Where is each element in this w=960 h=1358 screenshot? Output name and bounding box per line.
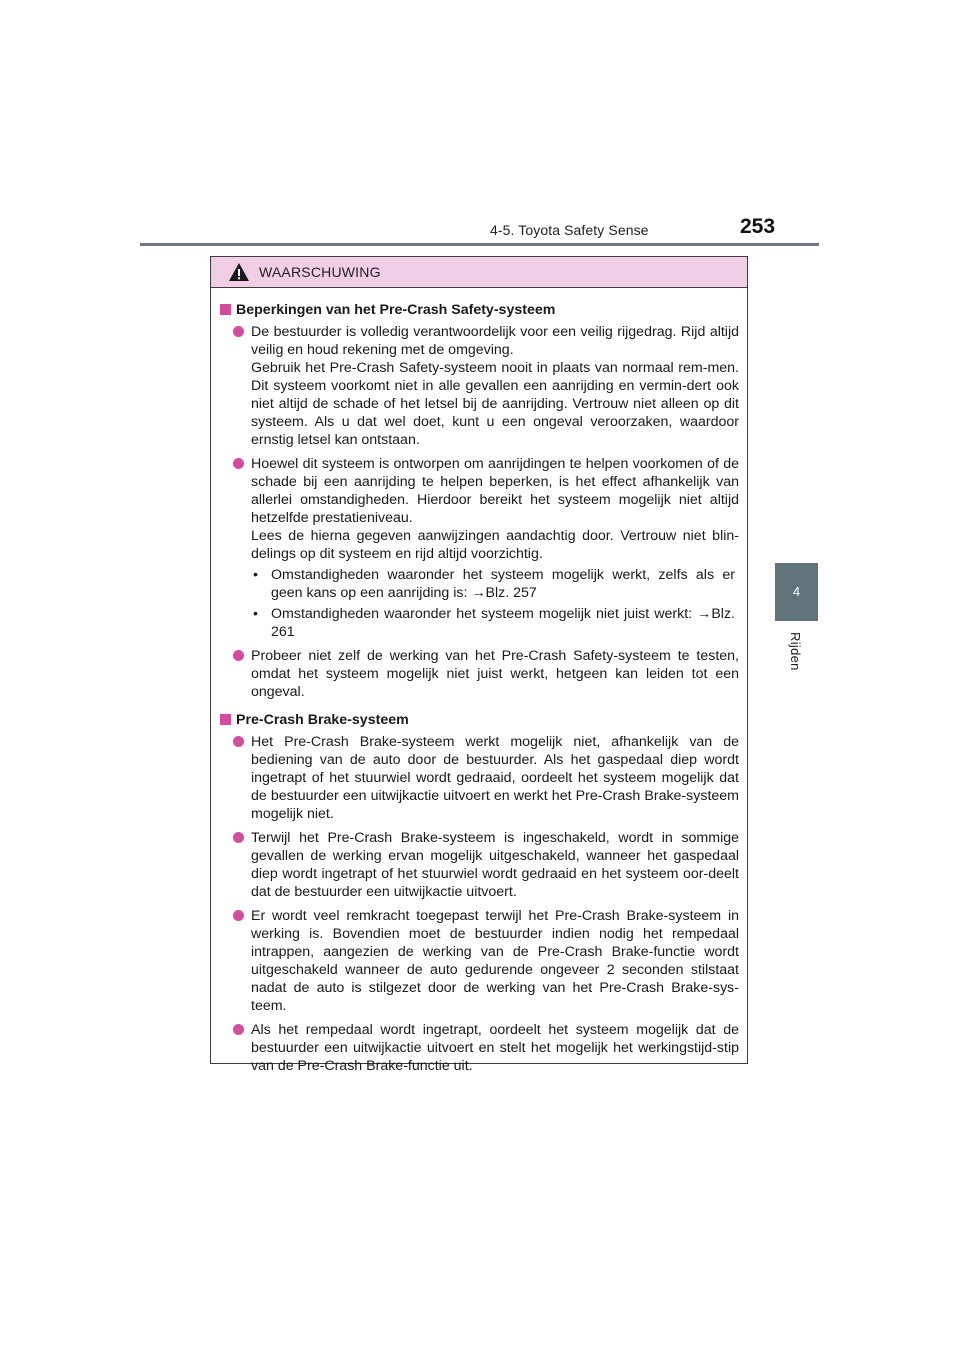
sub-item xyxy=(251,566,739,602)
square-bullet-icon xyxy=(220,714,231,725)
warning-section xyxy=(220,711,739,1075)
list-item xyxy=(220,455,739,641)
paragraph: Lees de hierna gegeven aanwijzingen aandachtig door. Vertrouw niet blin-delings op dit systeem en rijd altijd voorzichtig. xyxy=(251,528,739,562)
paragraph: Terwijl het Pre-Crash Brake-systeem is ingeschakeld, wordt in sommige gevallen de werking ervan mogelijk uitgeschakeld, wanneer het gaspedaal diep wordt ingetrapt of het stuurwiel wordt gedraaid en het systeem oor-deelt dat de bestuurder een uitwijkactie uitvoert. xyxy=(251,830,739,900)
paragraph: Er wordt veel remkracht toegepast terwijl het Pre-Crash Brake-systeem in werking is. Bovendien moet de bestuurder indien nodig het rempedaal intrappen, aangezien de werking van de Pre-Crash Brake-functie wordt uitgeschakeld wanneer de auto gedurende ongeveer 2 seconden stilstaat nadat de auto is stilgezet door de werking van het Pre-Crash Brake-sys-teem. xyxy=(251,908,739,1014)
section-title-text: Pre-Crash Brake-systeem xyxy=(236,712,409,728)
circle-bullet-icon xyxy=(233,910,244,921)
circle-bullet-icon xyxy=(233,458,244,469)
circle-bullet-icon xyxy=(233,736,244,747)
paragraph: Probeer niet zelf de werking van het Pre-Crash Safety-systeem te testen, omdat het systeem mogelijk niet juist werkt, hetgeen kan leiden tot een ongeval. xyxy=(251,648,739,700)
paragraph: De bestuurder is volledig verantwoordelijk voor een veilig rijgedrag. Rijd altijd veilig en houd rekening met de omgeving. xyxy=(251,324,739,358)
warning-box xyxy=(210,256,748,1074)
warning-body xyxy=(211,288,747,1075)
sub-item xyxy=(251,605,739,641)
sub-bullet-icon: • xyxy=(253,606,258,622)
paragraph: Hoewel dit systeem is ontworpen om aanrijdingen te helpen voorkomen of de schade bij een aanrijding te helpen beperken, is het effect afhankelijk van allerlei omstandigheden. Hierdoor bereikt het systeem mogelijk niet altijd hetzelfde prestatieniveau. xyxy=(251,456,739,526)
warning-triangle-icon xyxy=(228,262,250,282)
paragraph: Gebruik het Pre-Crash Safety-systeem nooit in plaats van normaal rem-men. Dit systeem voorkomt niet in alle gevallen een aanrijding en vermin-dert ook niet altijd de schade of het letsel bij de aanrijding. Vertrouw niet alleen op dit systeem. Als u dat wel doet, kunt u een ongeval veroorzaken, waardoor ernstig letsel kan ontstaan. xyxy=(251,360,739,448)
section-title-text: Beperkingen van het Pre-Crash Safety-systeem xyxy=(236,302,556,318)
chapter-label: Rijden xyxy=(788,632,803,671)
circle-bullet-icon xyxy=(233,1024,244,1035)
sub-bullet-icon: • xyxy=(253,567,258,583)
paragraph: Als het rempedaal wordt ingetrapt, oordeelt het systeem mogelijk dat de bestuurder een uitwijkactie uitvoert en stelt het mogelijk het werkingstijd-stip van de Pre-Crash Brake-functie uit. xyxy=(251,1022,739,1074)
square-bullet-icon xyxy=(220,304,231,315)
circle-bullet-icon xyxy=(233,326,244,337)
list-item xyxy=(220,647,739,701)
list-item xyxy=(220,733,739,823)
header-divider xyxy=(140,243,819,246)
section-heading: 4-5. Toyota Safety Sense xyxy=(490,222,649,238)
paragraph: Het Pre-Crash Brake-systeem werkt mogelijk niet, afhankelijk van de bediening van de auto door de bestuurder. Als het gaspedaal diep wordt ingetrapt of het stuurwiel wordt gedraaid, oordeelt het systeem mogelijk dat de bestuurder een uitwijkactie uitvoert en werkt het Pre-Crash Brake-systeem mogelijk niet. xyxy=(251,734,739,822)
section-title xyxy=(220,301,739,319)
circle-bullet-icon xyxy=(233,650,244,661)
list-item xyxy=(220,907,739,1015)
page-number: 253 xyxy=(740,215,776,238)
chapter-tab: 4 xyxy=(775,563,818,621)
warning-section xyxy=(220,301,739,701)
sub-item-text: Omstandigheden waaronder het systeem mogelijk niet juist werkt: →Blz. 261 xyxy=(271,606,735,640)
sub-item-text: Omstandigheden waaronder het systeem mogelijk werkt, zelfs als er geen kans op een aanrijding is: →Blz. 257 xyxy=(271,567,735,601)
section-title xyxy=(220,711,739,729)
warning-title: WAARSCHUWING xyxy=(259,264,381,280)
list-item xyxy=(220,1021,739,1075)
list-item xyxy=(220,323,739,449)
circle-bullet-icon xyxy=(233,832,244,843)
warning-header xyxy=(211,257,747,288)
list-item xyxy=(220,829,739,901)
